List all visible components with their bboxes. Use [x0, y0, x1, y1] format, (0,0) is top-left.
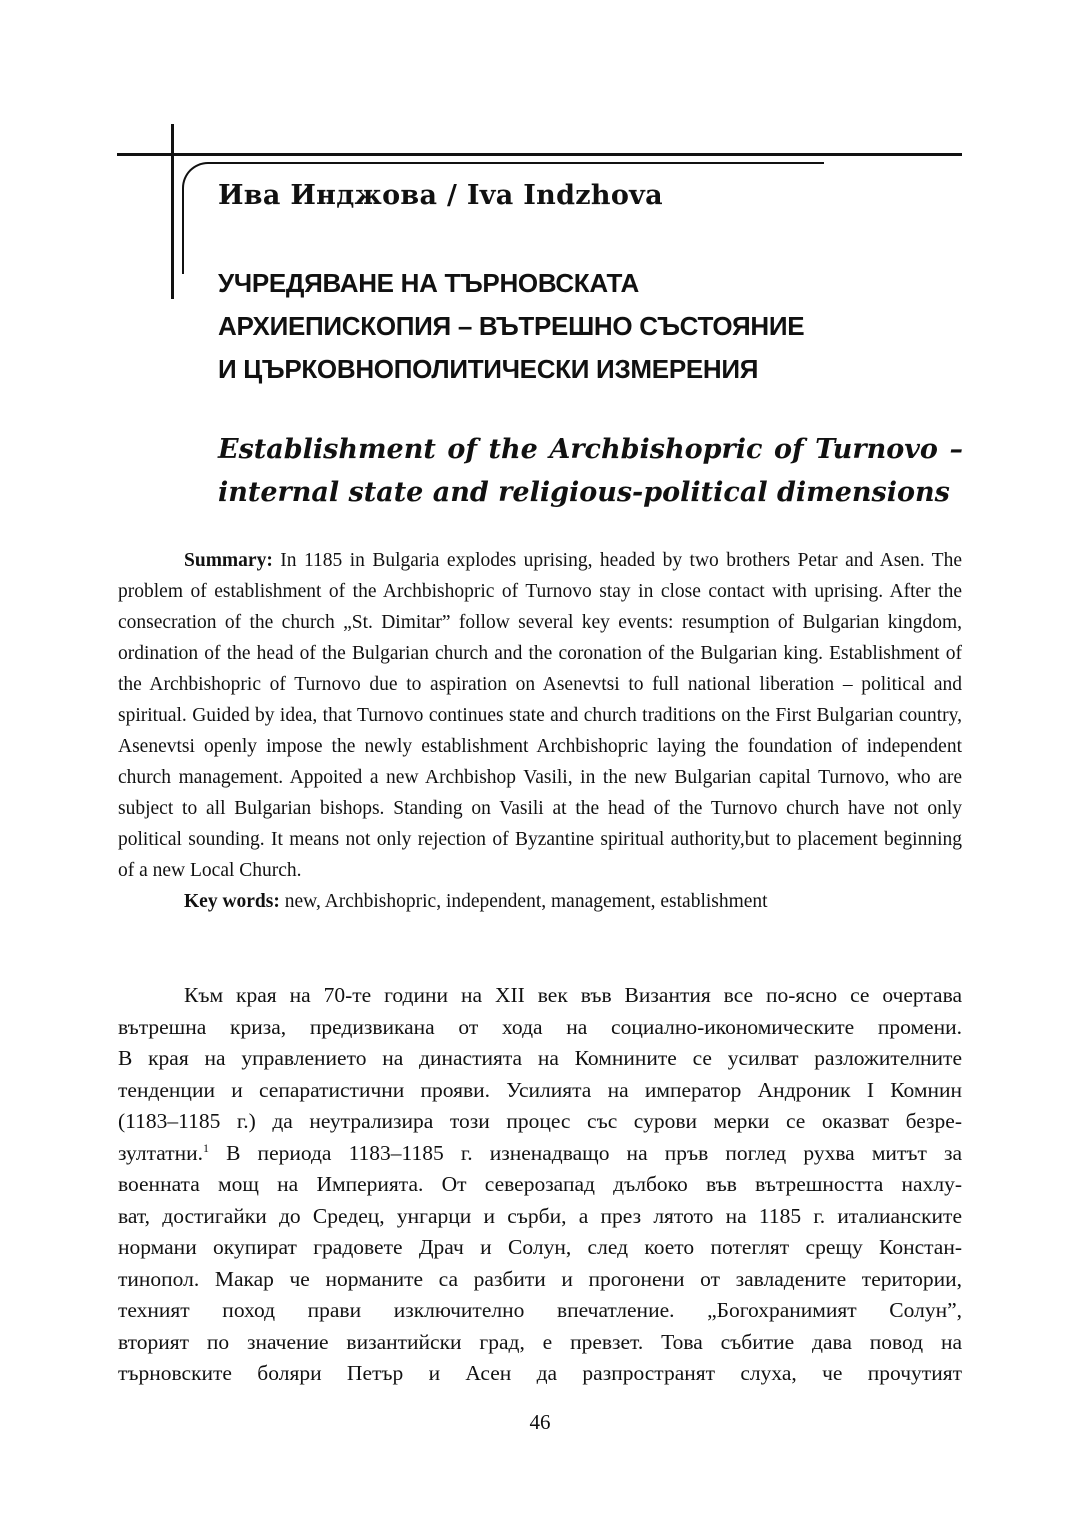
body-line: нормани окупират градовете Драч и Солун, след което потеглят срещу Констан- — [118, 1235, 962, 1259]
header-horizontal-rule — [117, 153, 962, 156]
body-line: (1183–1185 г.) да неутрализира този процес със сурови мерки се оказват безре- — [118, 1109, 962, 1133]
body-line-part: зултатни. — [118, 1140, 204, 1165]
keywords-paragraph — [118, 886, 962, 917]
body-line: техният поход прави изключително впечатление. „Богохранимият Солун”, — [118, 1298, 962, 1322]
body-line: тенденции и сепаратистични прояви. Усилията на император Андроник I Комнин — [118, 1077, 962, 1102]
title-bg-line: АРХИЕПИСКОПИЯ – ВЪТРЕШНО СЪСТОЯНИЕ — [218, 311, 805, 341]
article-title-bulgarian — [218, 262, 938, 391]
title-bg-line: И ЦЪРКОВНОПОЛИТИЧЕСКИ ИЗМЕРЕНИЯ — [218, 354, 759, 384]
body-line: военната мощ на Империята. От северозапад дълбоко във вътрешността нахлу- — [118, 1172, 962, 1196]
keywords-text: new, Archbishopric, independent, management, establishment — [279, 891, 768, 912]
body-line — [118, 1138, 962, 1170]
header-vertical-rule — [171, 124, 174, 299]
body-line: В края на управлението на династията на Комнините се усилват разложителните — [118, 1046, 962, 1070]
author-name: Ива Инджова / Iva Indzhova — [218, 180, 663, 211]
title-en-line: Establishment of the Archbishopric of Turnovo – — [218, 434, 963, 465]
header-corner-ornament — [182, 162, 824, 274]
summary-text: In 1185 in Bulgaria explodes uprising, headed by two brothers Petar and Asen. The problem of establishment of the Archbishopric of Turnovo stay in close contact with uprising. After the consecration of the church „St. Dimitar” follow several key events: resumption of Bulgarian kingdom, ordination of the head of the Bulgarian church and the coronation of the Bulgarian king. Establishment of the Archbishopric of Turnovo due to aspiration on Asenevtsi to full national liberation – political and spiritual. Guided by idea, that Turnovo continues state and church traditions on the First Bulgarian country, Asenevtsi openly impose the newly establishment Archbishopric laying the foundation of independent church management. Appoited a new Archbishop Vasili, in the new Bulgarian capital Turnovo, who are subject to all Bulgarian bishops. Standing on Vasili at the head of the Turnovo church have not only political sounding. It means not only rejection of Byzantine spiritual authority,but to placement beginning of a new Local Church. — [118, 550, 962, 881]
keywords-label: Key words: — [184, 891, 280, 912]
page-number: 46 — [529, 1410, 551, 1434]
title-en-line: internal state and religious-political dimensions — [218, 477, 950, 508]
body-line: Към края на 70-те години на XII век във Византия все по-ясно се очертава — [184, 983, 962, 1007]
footnote-marker[interactable]: 1 — [203, 1140, 210, 1155]
body-line-part: В периода 1183–1185 г. изненадващо на пръв поглед рухва митът за — [209, 1140, 962, 1165]
body-line: търновските боляри Петър и Асен да разпространят слуха, че прочутият — [118, 1361, 962, 1385]
summary-label: Summary: — [184, 550, 273, 571]
body-line: вътрешна криза, предизвикана от хода на социално-икономическите промени. — [118, 1014, 962, 1039]
article-title-english — [218, 428, 963, 514]
body-line: ват, достигайки до Средец, унгарци и сърби, а през лятото на 1185 г. италианските — [118, 1203, 962, 1228]
body-line: тинопол. Макар че норманите са разбити и прогонени от завладените територии, — [118, 1266, 962, 1291]
abstract-block — [118, 545, 962, 917]
summary-paragraph — [118, 545, 962, 886]
body-line: вторият по значение византийски град, е превзет. Това събитие дава повод на — [118, 1329, 962, 1354]
title-bg-line: УЧРЕДЯВАНЕ НА ТЪРНОВСКАТА — [218, 268, 639, 298]
body-paragraph — [118, 980, 962, 1390]
